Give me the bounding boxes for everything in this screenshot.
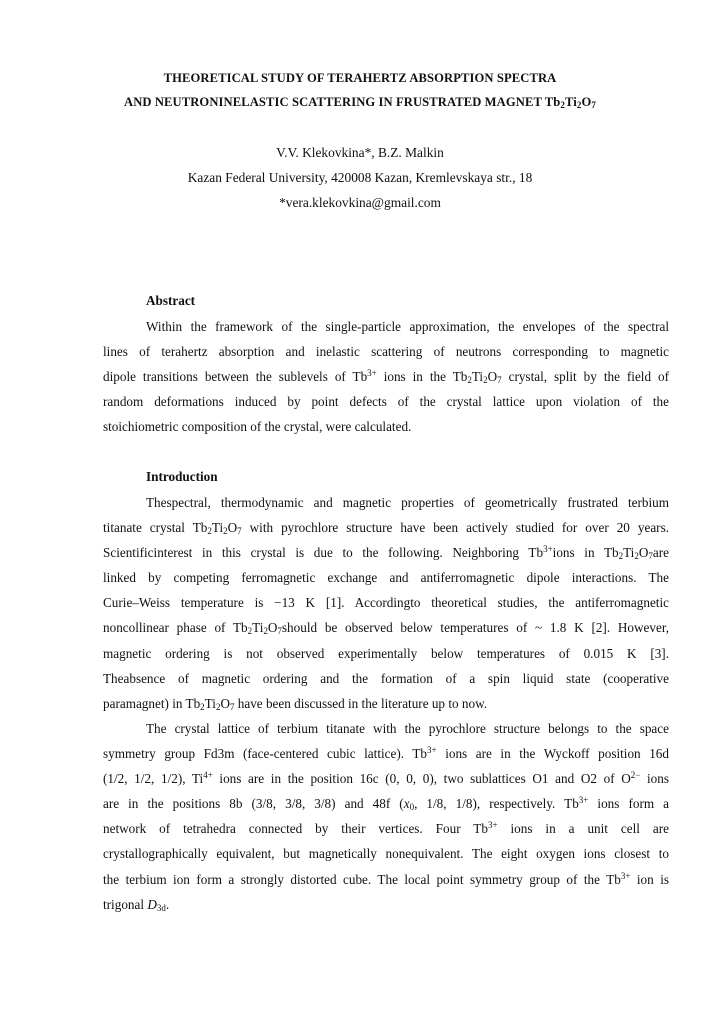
introduction-paragraph-2: The crystal lattice of terbium titanate with the pyrochlore structure belongs to the space symmetry group Fd3m (face-centered cubic lattice). $Tb^{3+}$ ions are in the Wyckoff position 16d (1/2, 1/2, 1/2), $Ti^{4+}$ ions are in the position 16c (0, 0, 0), two sublattices O1 and O2 of $O^{2-}$ ions are in the positions 8b (3/8, 3/8, 3/8) and 48f ($x_0$, 1/8, 1/8), respectively. $Tb^{3+}$ ions form a network of tetrahedra connected by their vertices. Four $Tb^{3+}$ ions in a unit cell are crystallographically equivalent, but magnetically nonequivalent. The eight oxygen ions closest to the terbium ion form a strongly distorted cube. The local point symmetry group of the $Tb^{3+}$ ion is trigonal $D_{3d}$. bbox=[103, 721, 670, 913]
introduction-paragraph-1: Thespectral, thermodynamic and magnetic properties of geometrically frustrated terbium titanate crystal $Tb_2Ti_2O_7$ with pyrochlore structure have been actively studied for over 20 years. Scientificinterest in this crystal is due to the following. Neighboring $Tb^{3+}ions$ in $Tb_2Ti_2O_7are$ linked by competing ferromagnetic exchange and antiferromagnetic dipole interactions. The Curie–Weiss temperature is −13 K [1]. Accordingto theoretical studies, the antiferromagnetic noncollinear phase of $Tb_2Ti_2O_7should$ be observed below temperatures of ~ 1.8 K [2]. However, magnetic ordering is not observed experimentally below temperatures of 0.015 K [3]. Theabsence of magnetic ordering and the formation of a spin liquid state (cooperative paramagnet) in $Tb_2Ti_2O_7$ have been discussed in the literature up to now. bbox=[103, 495, 669, 712]
author-names: V.V. Klekovkina*, B.Z. Malkin bbox=[276, 145, 444, 160]
introduction-heading: Introduction bbox=[146, 469, 218, 484]
abstract-paragraph: Within the framework of the single-particle approximation, the envelopes of the spectral lines of terahertz absorption and inelastic scattering of neutrons corresponding to magnetic dipole transitions between the sublevels of $Tb^{3+}$ ions in the $Tb_2Ti_2O_7$ crystal, split by the field of random deformations induced by point defects of the crystal lattice upon violation of the stoichiometric composition of the crystal, were calculated. bbox=[103, 319, 669, 435]
title-line-2: AND NEUTRONINELASTIC SCATTERING IN FRUSTRATED MAGNET $Tb_2Ti_2O_7$ bbox=[124, 95, 596, 110]
abstract-heading: Abstract bbox=[146, 293, 196, 308]
paper-title bbox=[0, 66, 720, 114]
author-block bbox=[0, 140, 720, 215]
author-affiliation: Kazan Federal University, 420008 Kazan, Kremlevskaya str., 18 bbox=[187, 170, 533, 185]
author-email: *vera.klekovkina@gmail.com bbox=[279, 195, 441, 210]
title-line-1: THEORETICAL STUDY OF TERAHERTZ ABSORPTION SPECTRA bbox=[163, 71, 557, 85]
